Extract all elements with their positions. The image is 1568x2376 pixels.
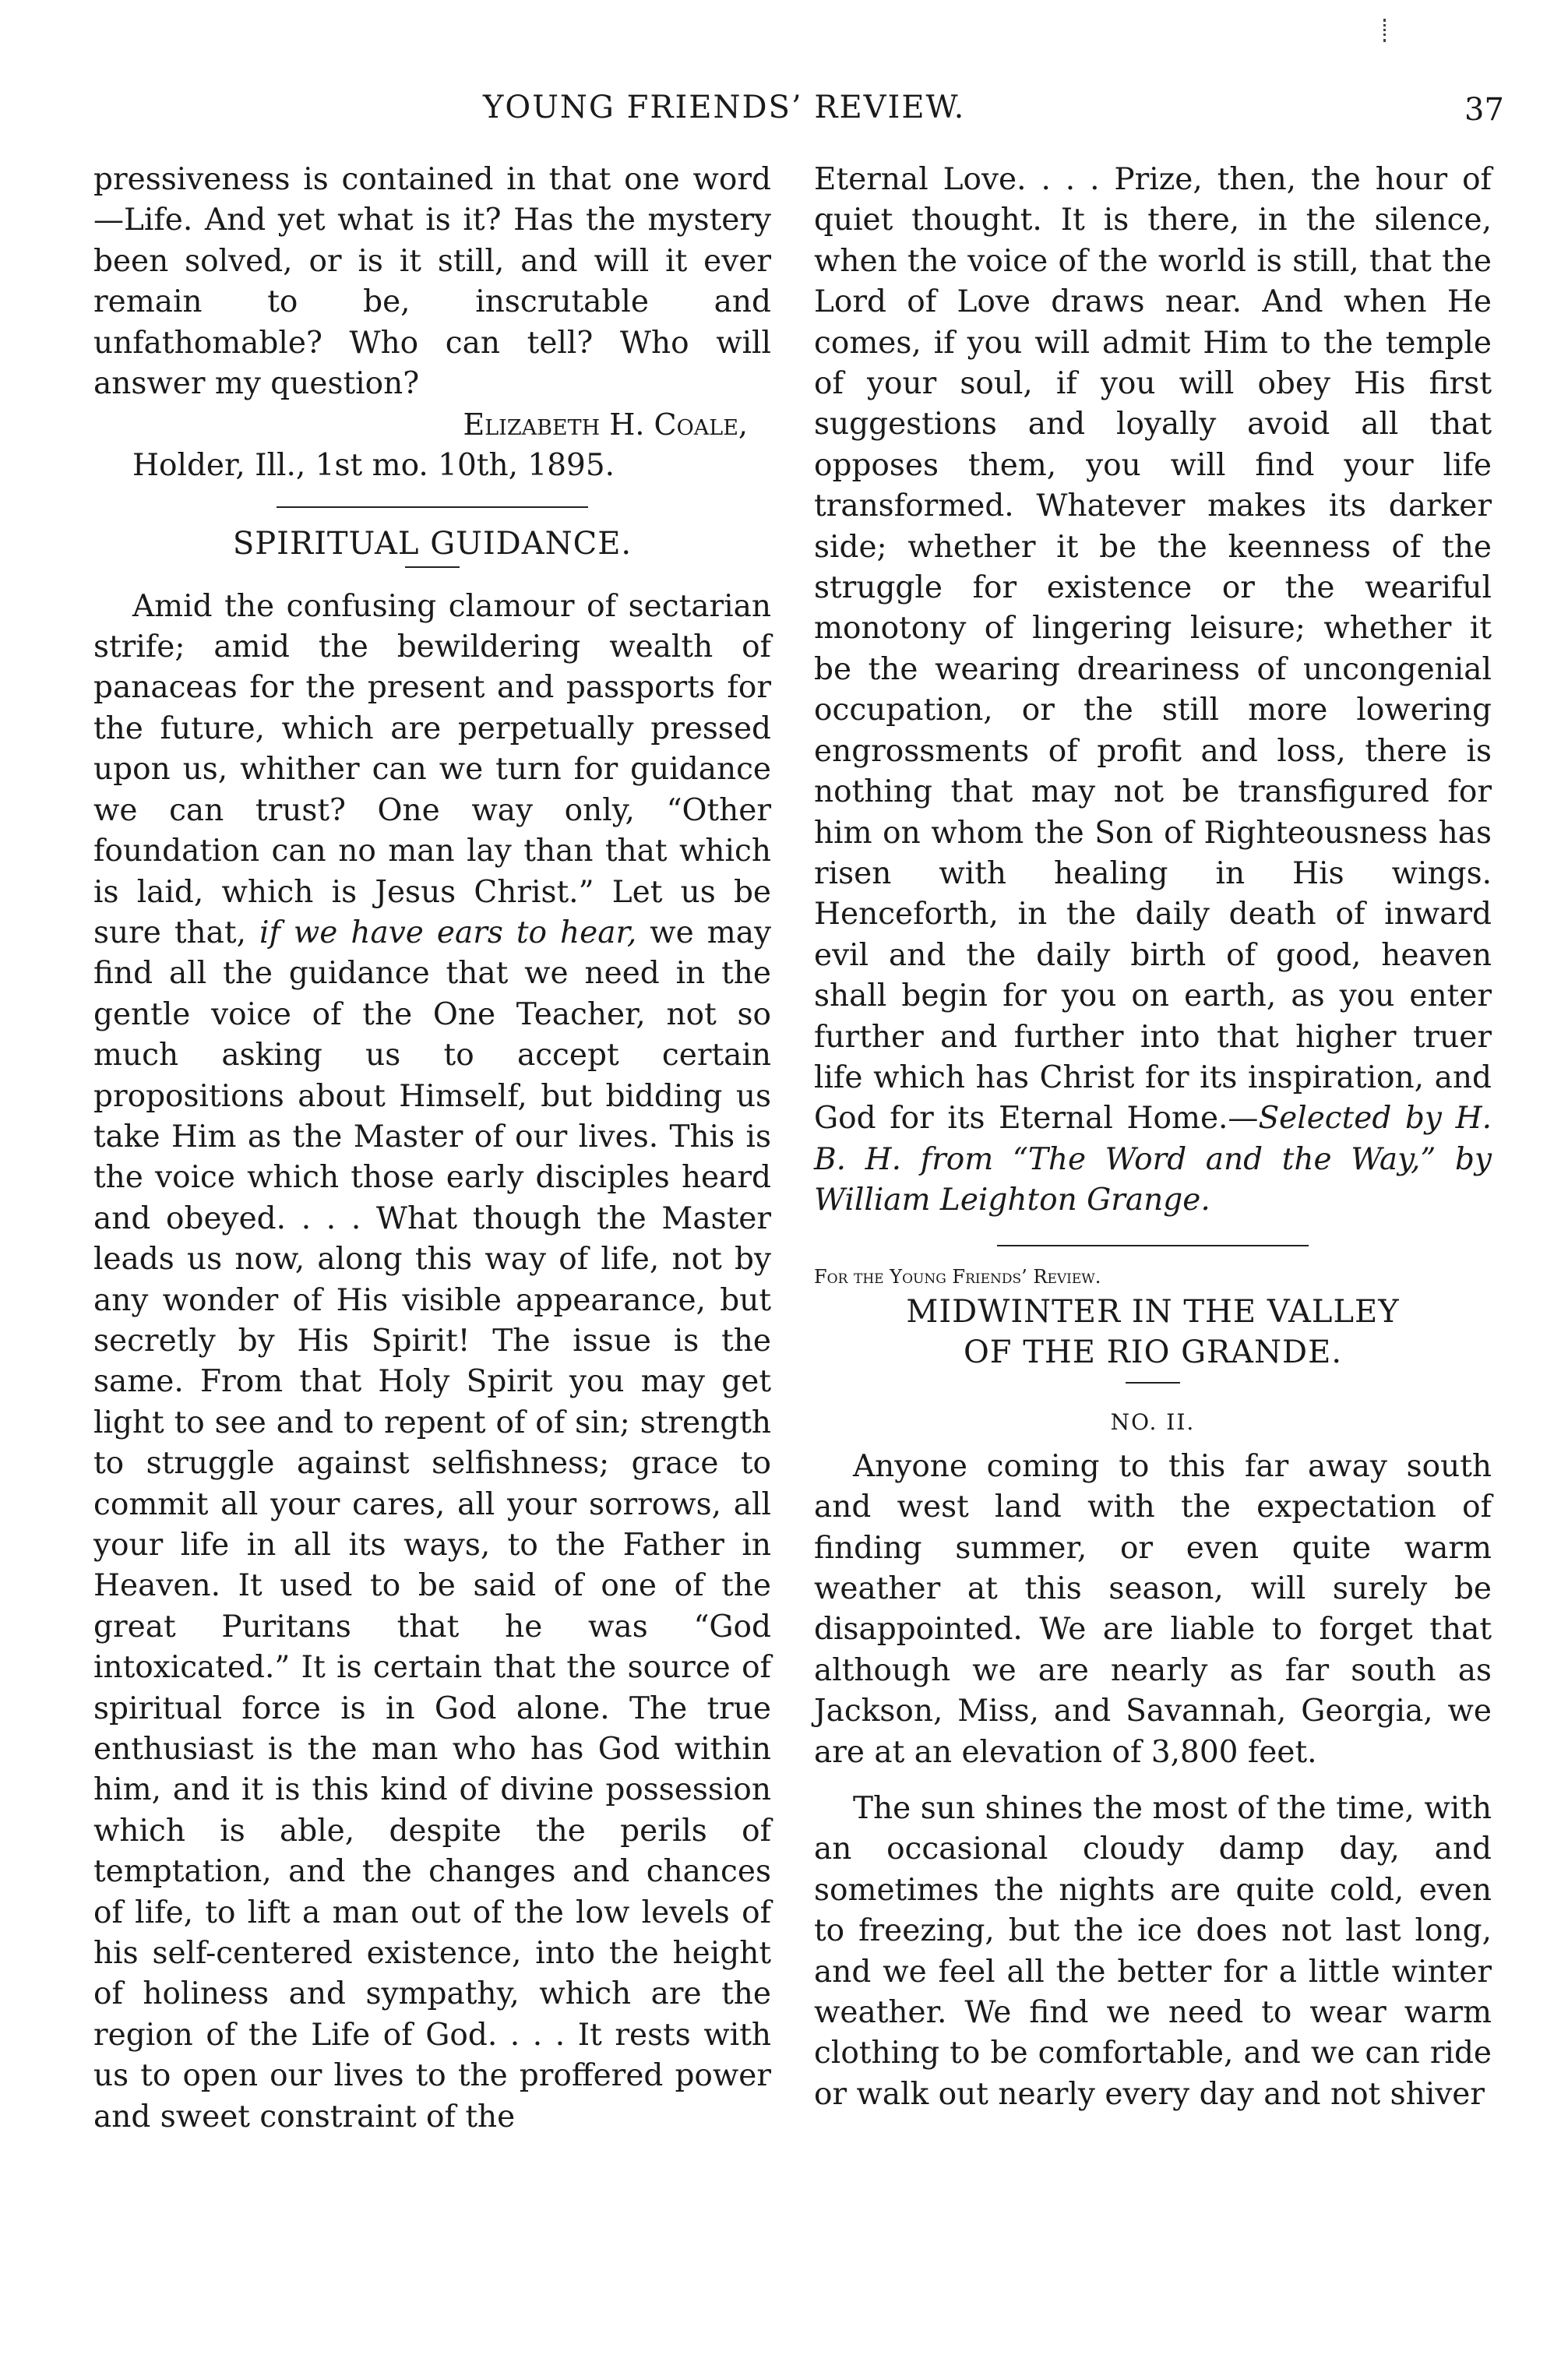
article-paragraph: The sun shines the most of the time, with an occasional cloudy damp day, and sometimes the nights are quite cold, even to freezing, but the ice does not last long, and we feel all the better for a little winter weather. We find we need to wear warm clothing to be comfortable, and we can ride or walk out nearly every day and not shiver [814, 1791, 1492, 2112]
page-number: 37 [1464, 92, 1504, 128]
author-signature: Elizabeth H. Coale, [463, 407, 748, 442]
citation-text: Selected by H. B. H. from [814, 1101, 1492, 1177]
article-heading-line-1: MIDWINTER IN THE VALLEY [906, 1293, 1400, 1330]
article-paragraph-continued [814, 160, 1492, 1221]
heading-rule [405, 566, 460, 568]
article-paragraph: Anyone coming to this far away south and west land with the expectation of finding summer, or even quite warm weather at this season, will surely be disappointed. We are liable to forget that although we are nearly as far south as Jackson, Miss, and Savannah, Georgia, we are at an elevation of 3,800 feet. [814, 1448, 1492, 1770]
heading-rule [1126, 1382, 1180, 1384]
article-text: Amid the confusing clamour of sectarian strife; amid the bewildering wealth of panaceas for the present and passports for the future, which are perpetually pressed upon us, whither can we turn for guidance we can trust? One way only, “Other foundation can no man lay than that which is laid, which is Jesus Christ.” Let us be sure that, [93, 588, 771, 950]
author-place-date: Holder, Ill., 1st mo. 10th, 1895. [132, 447, 615, 483]
article-text: we may find all the guidance that we need in the gentle voice of the One Teacher, not so much asking us to accept certain propositions about Himself, but bidding us take Him as the Master of our lives. This is the voice which those early disciples heard and obeyed. . . . What though the Master leads us now, along this way of life, not by any wonder of His visible appearance, but secretly by His Spirit! The issue is the same. From that Holy Spirit you may get light to see and to repent of of sin; strength to struggle against selfishness; grace to commit all your cares, all your sorrows, all your life in all its ways, to the Father in Heaven. It used to be said of one of the great Puritans that he was “God intoxicated.” It is certain that the source of spiritual force is in God alone. The true enthusiast is the man who has God within him, and it is this kind of divine possession which is able, despite the perils of temptation, and the changes and chances of life, to lift a man out of the low levels of his self-centered existence, into the height of holiness and sympathy, which are the region of the Life of God. . . . It rests with us to open our lives to the proffered power and sweet constraint of the [93, 915, 772, 2135]
left-column [93, 160, 771, 2138]
running-header: YOUNG FRIENDS’ REVIEW. [483, 90, 966, 125]
source-note: For the Young Friends’ Review. [814, 1265, 1101, 1288]
italic-phrase: if we have ears to hear, [259, 915, 637, 950]
section-divider [997, 1245, 1309, 1246]
article-paragraph [93, 587, 771, 2138]
part-number: NO. II. [1110, 1409, 1196, 1436]
margin-mark [1383, 19, 1388, 42]
article-text: Eternal Love. . . . Prize, then, the hour of quiet thought. It is there, in the silence, when the voice of the world is still, that the Lord of Love draws near. And when He comes, if you will admit Him to the temple of your soul, if you will obey His first suggestions and loyally avoid all that opposes them, you will find your life transformed. Whatever makes its darker side; whether it be the keenness of the struggle for existence or the weariful monotony of lingering leisure; whether it be the wearing dreariness of uncongenial occupation, or the still more lowering engrossments of profit and loss, there is nothing that may not be transfigured for him on whom the Son of Righteousness has risen with healing in His wings. Henceforth, in the daily death of inward evil and the daily birth of good, heaven shall begin for you on earth, as you enter further and further into that higher truer life which has Christ for its inspiration, and God for its Eternal Home.— [814, 162, 1492, 1137]
intro-paragraph: pressiveness is contained in that one word—Life. And yet what is it? Has the mystery been solved, or is it still, and will it ever remain to be, inscrutable and unfathomable? Who can tell? Who will answer my question? [93, 162, 771, 402]
article-heading-line-2: OF THE RIO GRANDE. [963, 1334, 1343, 1370]
paragraph-gap [814, 1773, 1492, 1789]
right-column [814, 160, 1492, 2115]
citation-author: by William Leighton Grange. [814, 1141, 1492, 1218]
citation-title: “The Word and the Way,” [1012, 1141, 1436, 1177]
article-heading-spiritual-guidance: SPIRITUAL GUIDANCE. [232, 526, 632, 562]
section-divider [277, 506, 588, 508]
